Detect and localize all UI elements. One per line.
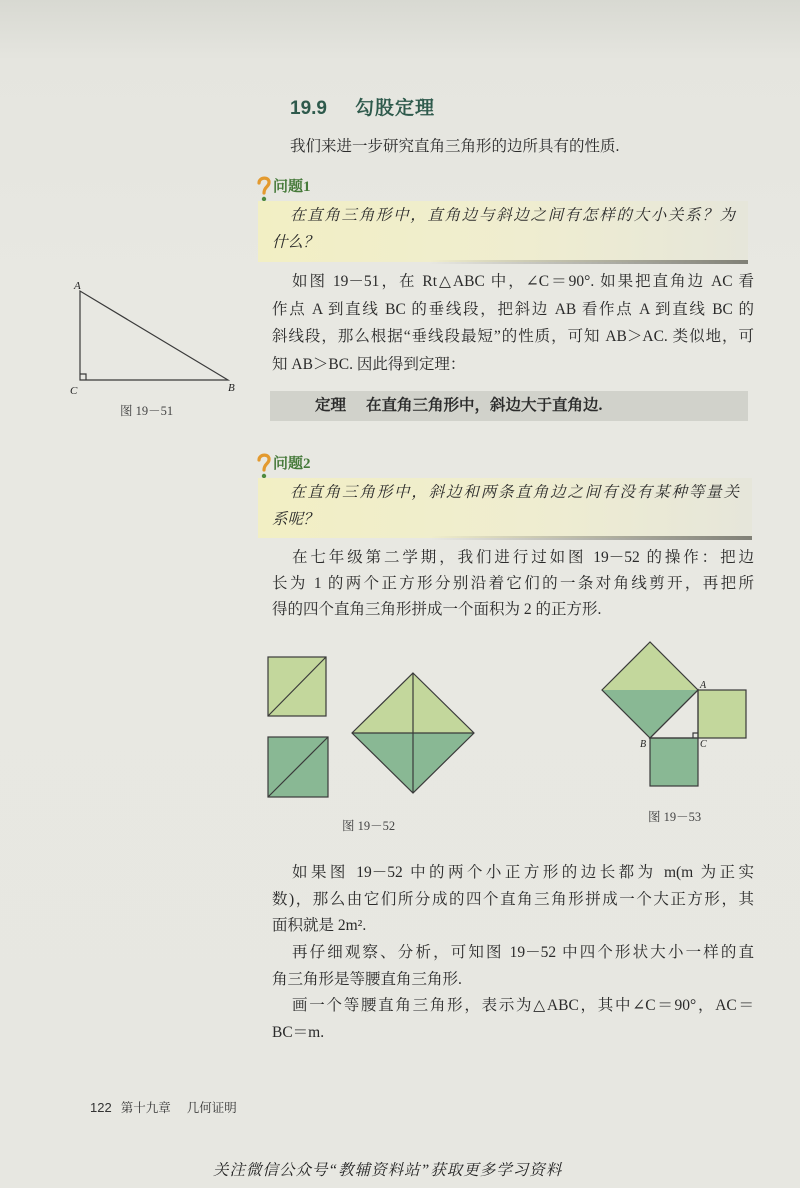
section-title: 勾股定理	[355, 98, 436, 119]
text-line: 斜线段，那么根据“垂线段最短”的性质，可知 AB＞AC. 类似地，可	[272, 328, 754, 345]
vertex-label-c: C	[70, 385, 78, 397]
paragraph-5	[272, 993, 754, 1046]
paragraph-2	[272, 545, 754, 623]
vertex-label-c: C	[700, 739, 707, 750]
triangle-abc	[80, 291, 228, 380]
figure-19-51-right-triangle	[62, 276, 242, 401]
problem-2-line: 在直角三角形中，斜边和两条直角边之间有没有某种等量关	[290, 484, 739, 501]
square-on-bc	[650, 738, 698, 786]
intro-text: 我们来进一步研究直角三角形的边所具有的性质.	[290, 138, 620, 155]
figure-19-52-squares	[262, 650, 482, 805]
figure-19-51-caption: 图 19－51	[120, 404, 174, 418]
right-angle-mark	[693, 733, 698, 738]
figure-19-53-squares-on-sides	[595, 636, 755, 791]
right-angle-mark	[80, 374, 86, 380]
text-line: 作点 A 到直线 BC 的垂线段，把斜边 AB 看作点 A 到直线 BC 的	[272, 300, 754, 318]
hypotenuse-square-lower	[602, 690, 698, 738]
theorem-text: 在直角三角形中，斜边大于直角边.	[366, 397, 603, 414]
figure-19-52-caption: 图 19－52	[342, 819, 396, 833]
text-line: 在七年级第二学期，我们进行过如图 19－52 的操作：把边	[292, 549, 754, 566]
question-mark-icon	[255, 451, 273, 481]
text-line: 面积就是 2m².	[272, 917, 367, 935]
text-line: 如果图 19－52 中的两个小正方形的边长都为 m(m 为正实	[292, 864, 754, 881]
question-mark-icon	[255, 174, 273, 204]
text-line: 角三角形是等腰直角三角形.	[272, 970, 462, 988]
text-line: 得的四个直角三角形拼成一个面积为 2 的正方形.	[272, 601, 602, 618]
text-line: 长为 1 的两个正方形分别沿着它们的一条对角线剪开，再把所	[272, 575, 754, 592]
vertex-label-a: A	[74, 280, 81, 292]
section-number: 19.9	[290, 98, 327, 119]
text-line: 再仔细观察、分析，可知图 19－52 中四个形状大小一样的直	[292, 944, 754, 961]
problem-2-label: 问题2	[273, 456, 311, 472]
text-line: 数)，那么由它们所分成的四个直角三角形拼成一个大正方形，其	[272, 890, 754, 908]
text-line: 如图 19－51，在 Rt△ABC 中，∠C＝90°. 如果把直角边 AC 看	[292, 273, 754, 290]
problem-2-box	[258, 478, 752, 538]
text-line: BC＝m.	[272, 1023, 325, 1041]
vertex-label-a: A	[700, 680, 707, 691]
text-line: 知 AB＞BC. 因此得到定理：	[272, 355, 466, 373]
paragraph-3	[272, 860, 754, 940]
theorem-box	[270, 391, 748, 421]
vertex-label-b: B	[640, 739, 647, 750]
figure-19-53-caption: 图 19－53	[648, 810, 702, 824]
paragraph-4	[272, 940, 754, 993]
paragraph-1	[272, 268, 754, 378]
hypotenuse-square-upper	[602, 642, 698, 690]
chapter-number: 第十九章	[120, 1101, 171, 1115]
theorem-label: 定理	[315, 397, 347, 414]
page-number: 122	[90, 1100, 112, 1115]
problem-1-box	[258, 201, 748, 262]
vertex-label-b: B	[228, 382, 235, 394]
problem-1-line: 什么？	[272, 234, 319, 251]
watermark-text: 关注微信公众号“教辅资料站”获取更多学习资料	[213, 1162, 563, 1179]
problem-2-line: 系呢？	[272, 511, 319, 528]
square-on-ac	[698, 690, 746, 738]
problem-1-label: 问题1	[273, 179, 311, 195]
chapter-title: 几何证明	[186, 1101, 237, 1115]
page-footer	[90, 1100, 237, 1116]
text-line: 画一个等腰直角三角形，表示为△ABC，其中∠C＝90°，AC＝	[292, 997, 754, 1014]
problem-1-line: 在直角三角形中，直角边与斜边之间有怎样的大小关系？为	[290, 207, 735, 224]
